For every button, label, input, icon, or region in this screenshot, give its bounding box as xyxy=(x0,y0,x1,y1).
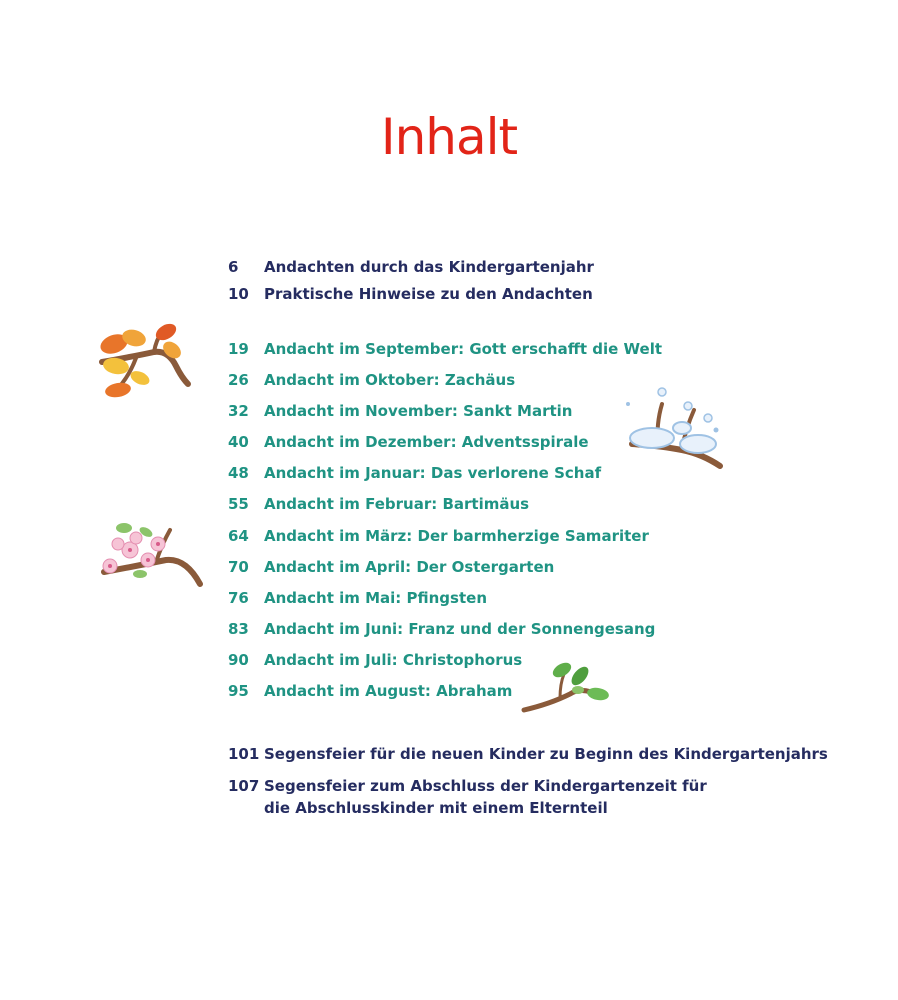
page-title: Inhalt xyxy=(380,108,518,166)
toc-entry-title: Andacht im Oktober: Zachäus xyxy=(264,371,516,389)
toc-page-number: 95 xyxy=(228,682,249,700)
toc-entry-title: Andacht im September: Gott erschafft die Welt xyxy=(264,340,663,358)
toc-page-number: 40 xyxy=(228,433,249,451)
toc-page-number: 76 xyxy=(228,589,249,607)
toc-entry-title: Andacht im Januar: Das verlorene Schaf xyxy=(264,464,602,482)
toc-page-number: 83 xyxy=(228,620,249,638)
toc-entry-title: Andacht im April: Der Ostergarten xyxy=(264,558,555,576)
toc-entry-title: Andachten durch das Kindergartenjahr xyxy=(264,258,594,276)
toc-page-number: 48 xyxy=(228,464,249,482)
toc-entry-title: Andacht im Juli: Christophorus xyxy=(264,651,523,669)
toc-page-number: 101 xyxy=(228,745,260,763)
toc-page-number: 107 xyxy=(228,777,260,795)
toc-page-number: 32 xyxy=(228,402,249,420)
toc-page-number: 26 xyxy=(228,371,249,389)
toc-entry-title: Segensfeier zum Abschluss der Kindergartenzeit für xyxy=(264,777,707,795)
toc-page-number: 6 xyxy=(228,258,239,276)
toc-entry-title: Andacht im Juni: Franz und der Sonnengesang xyxy=(264,620,656,638)
toc-page-number: 55 xyxy=(228,495,249,513)
toc-entry-title: Andacht im August: Abraham xyxy=(264,682,513,700)
toc-page-number: 10 xyxy=(228,285,249,303)
toc-page-number: 64 xyxy=(228,527,249,545)
toc-entry-title: Segensfeier für die neuen Kinder zu Beginn des Kindergartenjahrs xyxy=(264,745,828,763)
autumn-branch-illustration xyxy=(96,322,196,404)
toc-entry-title: Andacht im März: Der barmherzige Samariter xyxy=(264,527,649,545)
toc-page-number: 19 xyxy=(228,340,249,358)
toc-page-number: 70 xyxy=(228,558,249,576)
toc-entry-title: Andacht im November: Sankt Martin xyxy=(264,402,573,420)
toc-entry-title: Andacht im Dezember: Adventsspirale xyxy=(264,433,589,451)
toc-page-number: 90 xyxy=(228,651,249,669)
toc-entry-title: Andacht im Februar: Bartimäus xyxy=(264,495,530,513)
toc-entry-title: Andacht im Mai: Pfingsten xyxy=(264,589,487,607)
snow-branch-illustration xyxy=(622,384,726,470)
toc-entry-title-continued: die Abschlusskinder mit einem Elternteil xyxy=(264,799,608,817)
summer-branch-illustration xyxy=(520,656,612,716)
toc-entry-title: Praktische Hinweise zu den Andachten xyxy=(264,285,593,303)
blossom-branch-illustration xyxy=(96,520,204,590)
